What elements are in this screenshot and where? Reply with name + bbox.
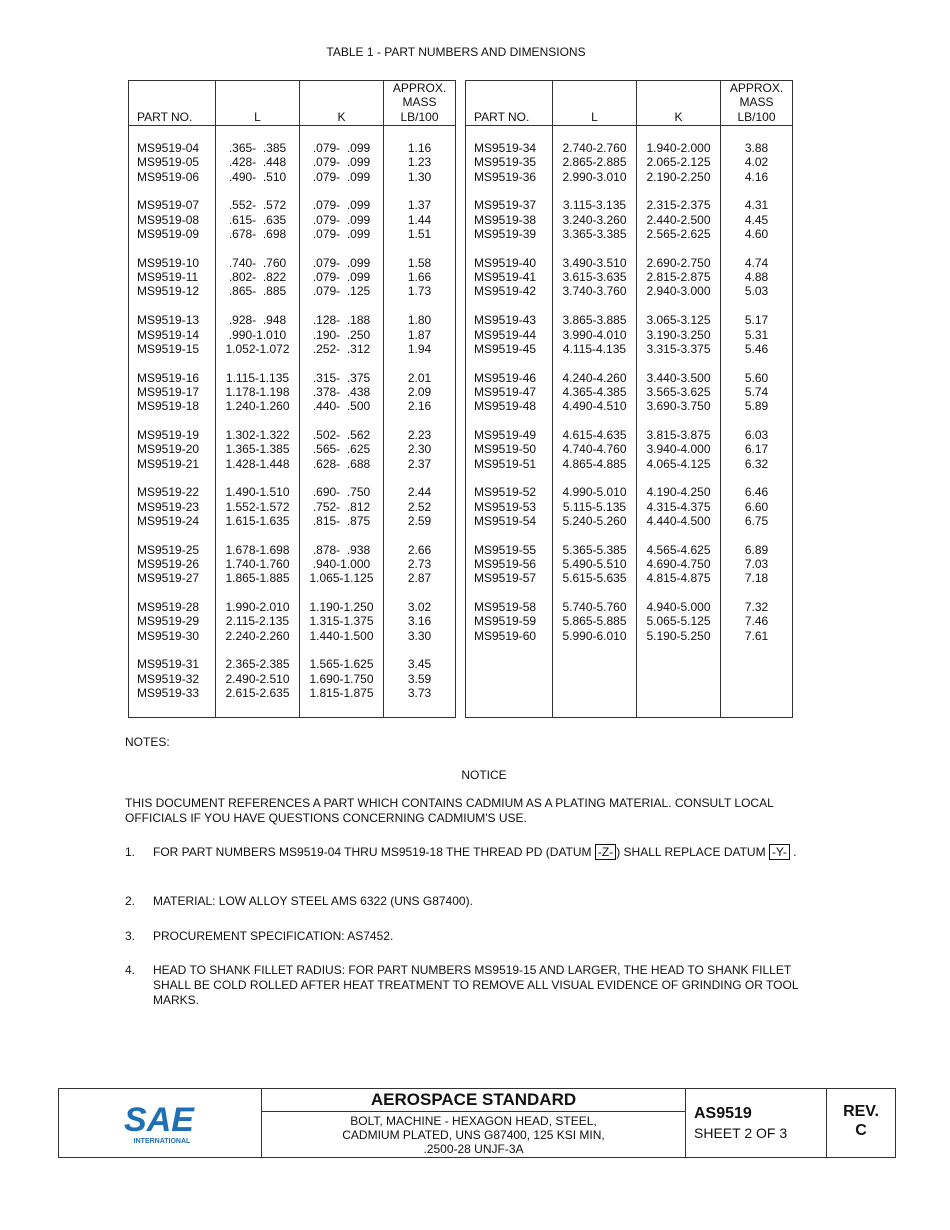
dimension-l: .552- .572: [228, 198, 287, 213]
col-header-k: K: [637, 81, 721, 126]
dimension-l: .428- .448: [228, 155, 287, 170]
part-number: MS9519-35: [474, 155, 537, 170]
approx-mass: 1.87: [407, 327, 432, 342]
dimension-l: 4.740-4.760: [562, 442, 627, 457]
sae-logo-icon: [59, 1089, 261, 1157]
part-number: MS9519-55: [474, 542, 537, 557]
part-table-left: [128, 80, 456, 718]
part-number: MS9519-05: [137, 155, 200, 170]
dimension-l: 1.615-1.635: [225, 513, 290, 528]
dimension-k: .502- .562: [312, 427, 371, 442]
dimension-l: 1.740-1.760: [225, 557, 290, 571]
approx-mass: 2.16: [407, 399, 432, 414]
approx-mass: 1.94: [407, 341, 432, 356]
document-number-cell: [686, 1089, 827, 1157]
dimension-k: .128- .188: [312, 313, 371, 328]
dimension-l: 3.865-3.885: [562, 313, 627, 328]
approx-mass: 3.45: [407, 657, 432, 672]
dimension-k: .079- .099: [312, 155, 371, 170]
approx-mass: 2.44: [407, 485, 432, 500]
dimension-l: 1.678-1.698: [225, 542, 290, 557]
dimension-l: 5.990-6.010: [562, 628, 627, 643]
dimension-k: .440- .500: [312, 399, 371, 414]
part-number: MS9519-15: [137, 341, 200, 356]
approx-mass: 3.59: [407, 671, 432, 686]
dimension-l: 4.115-4.135: [562, 341, 627, 356]
dimension-k: 5.190-5.250: [646, 628, 711, 643]
approx-mass: 1.58: [407, 255, 432, 270]
dimension-l: 3.990-4.010: [562, 327, 627, 342]
approx-mass: 1.37: [407, 198, 432, 213]
dimension-l: 3.615-3.635: [562, 270, 627, 285]
col-k: [300, 126, 384, 718]
col-header-k: K: [300, 81, 384, 126]
notice-title: NOTICE: [461, 768, 507, 782]
dimension-l: 2.615-2.635: [225, 686, 290, 701]
approx-mass: 2.59: [407, 513, 432, 528]
col-part: [466, 126, 553, 718]
dimension-l: 3.365-3.385: [562, 227, 627, 242]
note-1: [125, 845, 825, 860]
dimension-l: 5.365-5.385: [562, 542, 627, 557]
dimension-l: .802- .822: [228, 270, 287, 285]
dimension-l: 3.740-3.760: [562, 284, 627, 299]
note-text: PROCUREMENT SPECIFICATION: AS7452.: [153, 929, 394, 943]
dimension-k: 2.065-2.125: [646, 155, 711, 170]
dimension-k: 3.440-3.500: [646, 370, 711, 385]
dimension-k: 1.065-1.125: [309, 571, 374, 586]
part-description: BOLT, MACHINE - HEXAGON HEAD, STEEL, CADMIUM PLATED, UNS G87400, 125 KSI MIN, .2500-28 UNJF-3A: [342, 1114, 605, 1156]
approx-mass: 2.52: [407, 499, 432, 514]
part-number: MS9519-09: [137, 227, 200, 242]
note-number: 1.: [125, 845, 136, 859]
dimension-l: 4.365-4.385: [562, 384, 627, 399]
part-number: MS9519-12: [137, 284, 200, 299]
approx-mass: 3.16: [407, 614, 432, 629]
datum-y-box: -Y-: [769, 844, 790, 860]
approx-mass: 1.23: [407, 155, 432, 170]
dimension-l: 4.490-4.510: [562, 399, 627, 414]
part-number: MS9519-31: [137, 657, 200, 672]
dimension-l: 1.115-1.135: [225, 370, 290, 385]
document-number: AS9519: [694, 1105, 752, 1122]
revision-cell: [827, 1089, 895, 1157]
dimension-l: 1.052-1.072: [225, 341, 290, 356]
note-4: [125, 963, 825, 1008]
dimension-l: .865- .885: [228, 284, 287, 299]
part-number: MS9519-18: [137, 399, 200, 414]
dimension-k: 2.440-2.500: [646, 212, 711, 227]
dimension-k: 2.690-2.750: [646, 255, 711, 270]
dimension-k: 3.940-4.000: [646, 442, 711, 457]
part-number: MS9519-43: [474, 313, 537, 328]
part-number: MS9519-17: [137, 384, 200, 399]
approx-mass: 2.37: [407, 456, 432, 471]
dimension-l: 1.490-1.510: [225, 485, 290, 500]
part-number: MS9519-53: [474, 499, 537, 514]
dimension-l: 1.365-1.385: [225, 442, 290, 457]
dimension-l: .928- .948: [228, 313, 287, 328]
dimension-k: .752- .812: [312, 499, 371, 514]
datum-z-box: -Z-: [595, 844, 616, 860]
approx-mass: 5.89: [744, 399, 769, 414]
dimension-l: 4.990-5.010: [562, 485, 627, 500]
part-number: MS9519-22: [137, 485, 200, 500]
dimension-k: 4.815-4.875: [646, 571, 711, 586]
approx-mass: 1.80: [407, 313, 432, 328]
approx-mass: 3.30: [407, 628, 432, 643]
note-text: HEAD TO SHANK FILLET RADIUS: FOR PART NUMBERS MS9519-15 AND LARGER, THE HEAD TO SHANK FILLET SHALL BE COLD ROLLED AFTER HEAT TREATMENT TO REMOVE ALL VISUAL EVIDENCE OF GRINDING OR TOOL MARKS.: [153, 963, 799, 1007]
dimension-k: 2.940-3.000: [646, 284, 711, 299]
part-number: MS9519-46: [474, 370, 537, 385]
approx-mass: 4.45: [744, 212, 769, 227]
col-part: [129, 126, 216, 718]
approx-mass: 5.17: [744, 313, 769, 328]
dimension-l: .990-1.010: [228, 327, 287, 342]
part-number: MS9519-10: [137, 255, 200, 270]
part-number: MS9519-56: [474, 557, 537, 571]
note-number: 3.: [125, 929, 136, 943]
dimension-l: 2.490-2.510: [225, 671, 290, 686]
dimension-k: 3.315-3.375: [646, 341, 711, 356]
part-number: MS9519-50: [474, 442, 537, 457]
dimension-k: 4.190-4.250: [646, 485, 711, 500]
approx-mass: 7.61: [744, 628, 769, 643]
part-number: MS9519-32: [137, 671, 200, 686]
dimension-k: .815- .875: [312, 513, 371, 528]
dimension-k: 3.690-3.750: [646, 399, 711, 414]
part-number: MS9519-08: [137, 212, 200, 227]
approx-mass: 2.66: [407, 542, 432, 557]
approx-mass: 6.32: [744, 456, 769, 471]
note-2: [125, 894, 825, 909]
approx-mass: 2.30: [407, 442, 432, 457]
dimension-k: 1.565-1.625: [309, 657, 374, 672]
dimension-l: 1.990-2.010: [225, 600, 290, 615]
part-number: MS9519-57: [474, 571, 537, 586]
approx-mass: 5.60: [744, 370, 769, 385]
notice-text: THIS DOCUMENT REFERENCES A PART WHICH CONTAINS CADMIUM AS A PLATING MATERIAL. CONSULT LOCAL OFFICIALS IF YOU HAVE QUESTIONS CONCERNING CADMIUM'S USE.: [125, 796, 774, 825]
approx-mass: 6.89: [744, 542, 769, 557]
dimension-k: .079- .099: [312, 270, 371, 285]
dimension-k: .079- .099: [312, 141, 371, 156]
part-number: MS9519-36: [474, 169, 537, 184]
part-number: MS9519-44: [474, 327, 537, 342]
title-block: [58, 1088, 896, 1158]
dimension-l: .678- .698: [228, 227, 287, 242]
part-number: MS9519-11: [137, 270, 199, 285]
approx-mass: 6.46: [744, 485, 769, 500]
part-number: MS9519-23: [137, 499, 200, 514]
part-number: MS9519-04: [137, 141, 200, 156]
dimension-k: .079- .099: [312, 227, 371, 242]
dimension-k: 4.065-4.125: [646, 456, 711, 471]
dimension-l: 5.115-5.135: [562, 499, 627, 514]
approx-mass: 2.23: [407, 427, 432, 442]
part-number: MS9519-20: [137, 442, 200, 457]
dimension-k: 2.565-2.625: [646, 227, 711, 242]
approx-mass: 4.88: [744, 270, 769, 285]
dimension-k: 1.315-1.375: [309, 614, 374, 629]
part-number: MS9519-52: [474, 485, 537, 500]
dimension-l: 5.240-5.260: [562, 513, 627, 528]
dimension-k: 4.440-4.500: [646, 513, 711, 528]
dimension-l: 4.865-4.885: [562, 456, 627, 471]
dimension-l: 1.865-1.885: [225, 571, 290, 586]
col-mass: [721, 126, 793, 718]
dimension-k: .690- .750: [312, 485, 371, 500]
dimension-l: 5.740-5.760: [562, 600, 627, 615]
part-number: MS9519-26: [137, 557, 200, 571]
dimension-k: .628- .688: [312, 456, 371, 471]
approx-mass: 5.31: [744, 327, 769, 342]
dimension-l: 2.115-2.135: [225, 614, 290, 629]
dimension-k: 5.065-5.125: [646, 614, 711, 629]
dimension-k: .079- .099: [312, 212, 371, 227]
approx-mass: 1.16: [407, 141, 432, 156]
dimension-k: .190- .250: [312, 327, 371, 342]
col-header-part: PART NO.: [466, 81, 553, 126]
approx-mass: 6.03: [744, 427, 769, 442]
col-l: [216, 126, 300, 718]
approx-mass: 5.46: [744, 341, 769, 356]
title-description: [262, 1089, 686, 1157]
part-number: MS9519-37: [474, 198, 537, 213]
part-number: MS9519-33: [137, 686, 200, 701]
part-number: MS9519-14: [137, 327, 200, 342]
dimension-l: .615- .635: [228, 212, 287, 227]
dimension-k: 3.065-3.125: [646, 313, 711, 328]
dimension-k: .079- .099: [312, 198, 371, 213]
part-number: MS9519-27: [137, 571, 200, 586]
dimension-l: 5.615-5.635: [562, 571, 627, 586]
dimension-k: .378- .438: [312, 384, 371, 399]
approx-mass: 5.74: [744, 384, 769, 399]
approx-mass: 4.02: [744, 155, 769, 170]
dimension-l: 1.302-1.322: [225, 427, 290, 442]
dimension-k: 3.190-3.250: [646, 327, 711, 342]
part-number: MS9519-24: [137, 513, 200, 528]
col-header-part: PART NO.: [129, 81, 216, 126]
approx-mass: 1.30: [407, 169, 432, 184]
approx-mass: 6.17: [744, 442, 769, 457]
dimension-l: 4.240-4.260: [562, 370, 627, 385]
dimension-k: 3.565-3.625: [646, 384, 711, 399]
col-l: [553, 126, 637, 718]
approx-mass: 4.74: [744, 255, 769, 270]
part-number: MS9519-29: [137, 614, 200, 629]
part-number: MS9519-07: [137, 198, 200, 213]
dimension-k: 4.690-4.750: [646, 557, 711, 571]
sae-logo: [59, 1089, 262, 1157]
dimension-l: 3.115-3.135: [562, 198, 627, 213]
part-number: MS9519-58: [474, 600, 537, 615]
part-number: MS9519-41: [474, 270, 537, 285]
col-header-mass: APPROX. MASS LB/100: [721, 81, 793, 126]
dimension-k: .565- .625: [312, 442, 371, 457]
part-number: MS9519-25: [137, 542, 200, 557]
part-number: MS9519-28: [137, 600, 200, 615]
col-header-l: L: [553, 81, 637, 126]
dimension-l: 2.365-2.385: [225, 657, 290, 672]
dimension-k: 1.815-1.875: [309, 686, 374, 701]
notes-label: NOTES:: [125, 735, 170, 749]
dimension-l: 5.490-5.510: [562, 557, 627, 571]
col-k: [637, 126, 721, 718]
note-text: MATERIAL: LOW ALLOY STEEL AMS 6322 (UNS G87400).: [153, 894, 473, 908]
revision-label: REV.: [843, 1103, 879, 1120]
dimension-k: .940-1.000: [312, 557, 371, 571]
dimension-l: 1.178-1.198: [225, 384, 290, 399]
dimension-l: .365- .385: [228, 141, 287, 156]
note-text: FOR PART NUMBERS MS9519-04 THRU MS9519-18 THE THREAD PD (DATUM -Z- ) SHALL REPLACE DATUM -Y- .: [153, 845, 797, 859]
part-number: MS9519-38: [474, 212, 537, 227]
dimension-l: 2.240-2.260: [225, 628, 290, 643]
part-table-right: [465, 80, 793, 718]
part-number: MS9519-59: [474, 614, 537, 629]
dimension-k: 1.190-1.250: [309, 600, 374, 615]
dimension-k: .079- .099: [312, 169, 371, 184]
part-number: MS9519-19: [137, 427, 200, 442]
approx-mass: 2.09: [407, 384, 432, 399]
part-number: MS9519-45: [474, 341, 537, 356]
part-number: MS9519-40: [474, 255, 537, 270]
approx-mass: 7.03: [744, 557, 769, 571]
dimension-k: 1.440-1.500: [309, 628, 374, 643]
dimension-l: 2.740-2.760: [562, 141, 627, 156]
dimension-k: 2.815-2.875: [646, 270, 711, 285]
dimension-l: 1.428-1.448: [225, 456, 290, 471]
approx-mass: 6.60: [744, 499, 769, 514]
dimension-l: 1.240-1.260: [225, 399, 290, 414]
dimension-l: 2.990-3.010: [562, 169, 627, 184]
logo-sub: INTERNATIONAL: [133, 1138, 191, 1145]
dimension-k: 2.315-2.375: [646, 198, 711, 213]
approx-mass: 7.32: [744, 600, 769, 615]
part-number: MS9519-42: [474, 284, 537, 299]
approx-mass: 7.46: [744, 614, 769, 629]
part-number: MS9519-49: [474, 427, 537, 442]
approx-mass: 1.51: [407, 227, 432, 242]
dimension-k: 4.565-4.625: [646, 542, 711, 557]
part-number: MS9519-13: [137, 313, 200, 328]
dimension-k: .079- .099: [312, 255, 371, 270]
part-number: MS9519-06: [137, 169, 200, 184]
part-number: MS9519-39: [474, 227, 537, 242]
dimension-l: .490- .510: [228, 169, 287, 184]
dimension-l: 5.865-5.885: [562, 614, 627, 629]
approx-mass: 5.03: [744, 284, 769, 299]
dimension-l: 3.490-3.510: [562, 255, 627, 270]
dimension-l: 3.240-3.260: [562, 212, 627, 227]
approx-mass: 2.01: [407, 370, 432, 385]
approx-mass: 2.73: [407, 557, 432, 571]
part-number: MS9519-54: [474, 513, 537, 528]
standard-heading: AEROSPACE STANDARD: [262, 1089, 685, 1112]
dimension-l: 1.552-1.572: [225, 499, 290, 514]
dimension-k: .315- .375: [312, 370, 371, 385]
dimension-k: 4.940-5.000: [646, 600, 711, 615]
dimension-l: 2.865-2.885: [562, 155, 627, 170]
note-number: 4.: [125, 963, 136, 977]
dimension-k: .878- .938: [312, 542, 371, 557]
approx-mass: 4.31: [744, 198, 769, 213]
part-number: MS9519-51: [474, 456, 537, 471]
part-number: MS9519-60: [474, 628, 537, 643]
dimension-l: 4.615-4.635: [562, 427, 627, 442]
approx-mass: 1.44: [407, 212, 432, 227]
part-number: MS9519-34: [474, 141, 537, 156]
dimension-l: .740- .760: [228, 255, 287, 270]
sheet-number: SHEET 2 OF 3: [694, 1125, 788, 1141]
dimension-k: 3.815-3.875: [646, 427, 711, 442]
note-number: 2.: [125, 894, 136, 908]
approx-mass: 2.87: [407, 571, 432, 586]
dimension-k: 4.315-4.375: [646, 499, 711, 514]
part-number: MS9519-21: [137, 456, 200, 471]
dimension-k: .252- .312: [312, 341, 371, 356]
approx-mass: 3.02: [407, 600, 432, 615]
col-mass: [384, 126, 456, 718]
approx-mass: 1.66: [407, 270, 432, 285]
approx-mass: 4.60: [744, 227, 769, 242]
col-header-mass: APPROX. MASS LB/100: [384, 81, 456, 126]
dimension-k: 1.940-2.000: [646, 141, 711, 156]
approx-mass: 3.88: [744, 141, 769, 156]
dimension-k: 1.690-1.750: [309, 671, 374, 686]
approx-mass: 4.16: [744, 169, 769, 184]
dimension-k: .079- .125: [312, 284, 371, 299]
col-header-l: L: [216, 81, 300, 126]
note-3: [125, 929, 825, 944]
revision-value: C: [855, 1122, 867, 1139]
part-number: MS9519-16: [137, 370, 200, 385]
table-title: TABLE 1 - PART NUMBERS AND DIMENSIONS: [326, 45, 586, 59]
part-number: MS9519-47: [474, 384, 537, 399]
approx-mass: 6.75: [744, 513, 769, 528]
approx-mass: 1.73: [407, 284, 432, 299]
part-number: MS9519-30: [137, 628, 200, 643]
part-number: MS9519-48: [474, 399, 537, 414]
approx-mass: 7.18: [744, 571, 769, 586]
approx-mass: 3.73: [407, 686, 432, 701]
logo-text: SAE: [124, 1101, 194, 1139]
dimension-k: 2.190-2.250: [646, 169, 711, 184]
